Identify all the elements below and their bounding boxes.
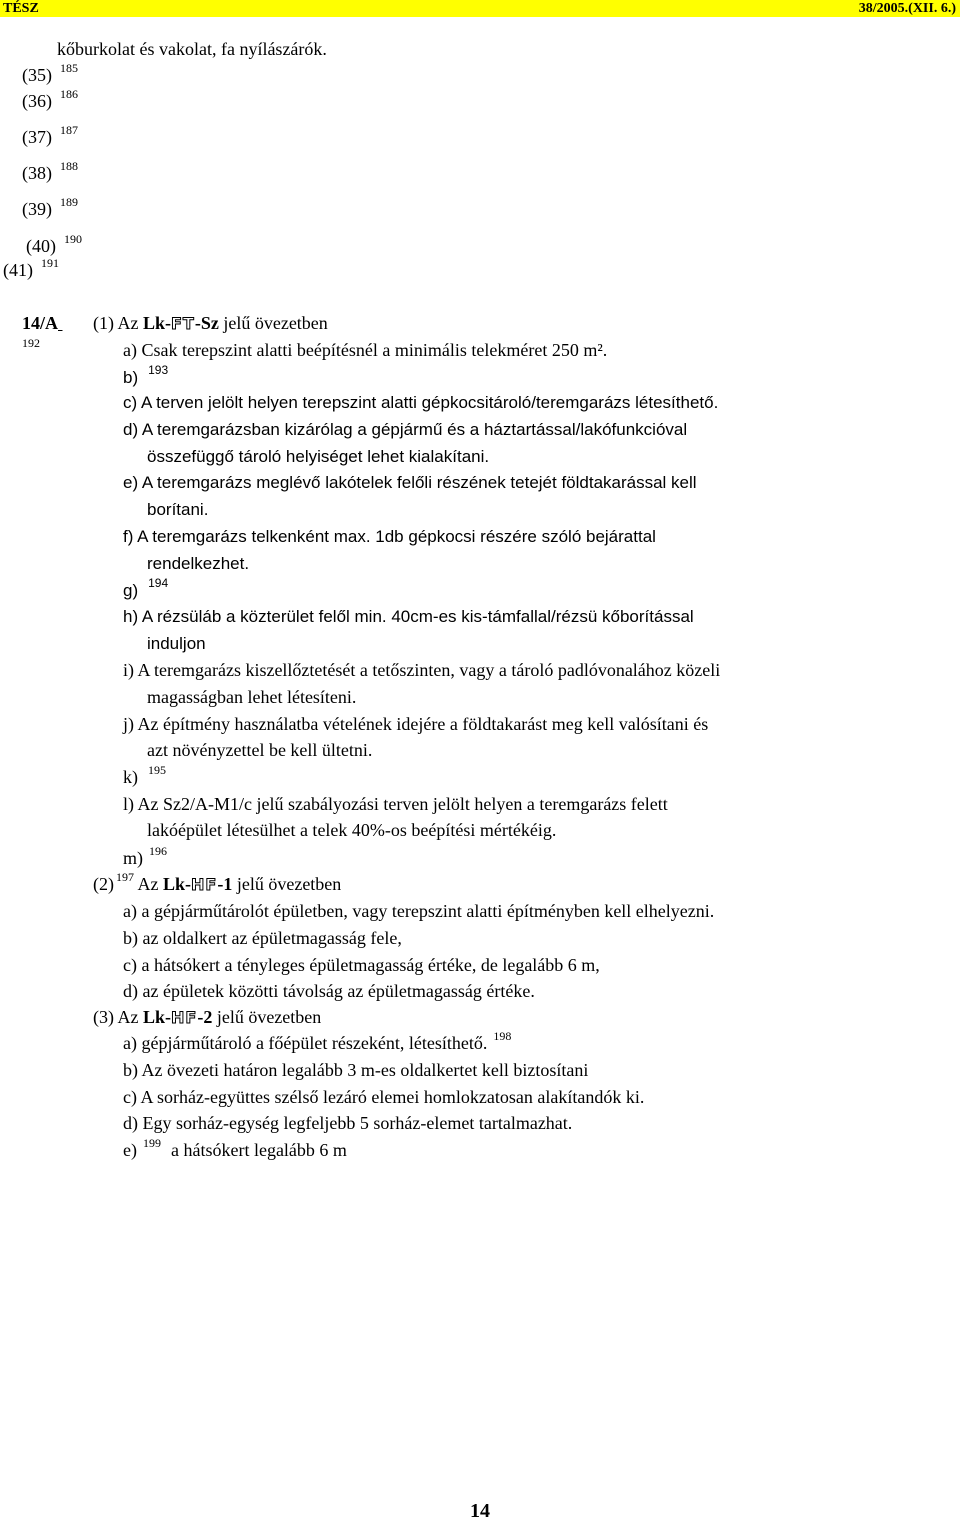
item-e-line-1: e) A teremgarázs meglévő lakótelek felőli részének tetejét földtakarással kell [123,473,697,492]
item-d: d) az épületek közötti távolság az épületmagasság értéke. [123,981,535,1001]
page-number: 14 [470,1500,490,1522]
deleted-paragraph: (41) $^{191}$ [3,256,59,280]
section-footnote: 192 [22,336,40,350]
deleted-paragraph: (39) $^{189}$ [22,195,78,219]
item-m: m) $^{196}$ [123,844,167,868]
item-c: c) A sorház-együttes szélső lezáró elemei homlokzatosan alakítandók ki. [123,1087,645,1107]
item-i-line-2: magasságban lehet létesíteni. [147,687,357,707]
deleted-paragraph: (36) $^{186}$ [22,87,78,111]
item-j-line-1: j) Az építmény használatba vételének idejére a földtakarást meg kell valósítani és [123,714,709,734]
header-title: TÉSZ [3,1,39,16]
item-f-line-2: rendelkezhet. [147,554,250,573]
deleted-paragraph: (40) $^{190}$ [26,232,82,256]
item-d: d) Egy sorház-egység legfeljebb 5 sorház-elemet tartalmazhat. [123,1113,573,1133]
item-a: a) Csak terepszint alatti beépítésnél a minimális telekméret 250 m². [123,340,608,360]
header-bar [0,0,960,17]
deleted-paragraph: (38) $^{188}$ [22,159,78,183]
intro-line: kőburkolat és vakolat, fa nyílászárók. [57,39,327,59]
item-b: b) az oldalkert az épületmagasság fele, [123,928,402,948]
item-c: c) A terven jelölt helyen terepszint alatti gépkocsitároló/teremgarázs létesíthető. [123,393,719,412]
deleted-paragraph: (37) $^{187}$ [22,123,78,147]
item-f-line-1: f) A teremgarázs telkenként max. 1db gépkocsi részére szóló bejárattal [123,527,656,546]
item-h-line-1: h) A rézsüláb a közterület felől min. 40cm-es kis-támfallal/rézsü kőborítással [123,607,694,626]
item-k: k) $^{195}$ [123,763,166,787]
item-a: a) gépjárműtároló a főépület részeként, létesíthető. $^{198}$ [123,1029,512,1053]
item-e: e) $^{199}$ a hátsókert legalább 6 m [123,1136,347,1160]
item-j-line-2: azt növényzettel be kell ültetni. [147,740,373,760]
header-reference: 38/2005.(XII. 6.) [858,1,956,16]
item-h-line-2: induljon [147,634,206,653]
zone-code-outline: HF [171,1008,198,1027]
item-d-line-2: összefüggő tároló helyiséget lehet kialakítani. [147,447,490,466]
item-i-line-1: i) A teremgarázs kiszellőztetését a tetőszinten, vagy a tároló padlóvonalához közeli [123,660,721,680]
item-g: g) $^{194}$ [123,576,169,600]
paragraph-2-heading: (2) $^{197}$ Az Lk-HF-1 jelű övezetben [93,870,342,894]
item-c: c) a hátsókert a tényleges épületmagasság értéke, de legalább 6 m, [123,955,600,975]
item-a: a) a gépjárműtárolót épületben, vagy terepszint alatti építményben kell elhelyezni. [123,901,715,921]
item-b: b) $^{193}$ [123,363,169,387]
deleted-paragraph: (35) $^{185}$ [22,61,78,85]
item-d-line-1: d) A teremgarázsban kizárólag a gépjármű és a háztartással/lakófunkcióval [123,420,688,439]
zone-code-outline: HF [191,875,218,894]
item-l-line-1: l) Az Sz2/A-M1/c jelű szabályozási terven jelölt helyen a teremgarázs felett [123,794,668,814]
item-b: b) Az övezeti határon legalább 3 m-es oldalkertet kell biztosítani [123,1060,589,1080]
paragraph-3-heading: (3) Az Lk-HF-2 jelű övezetben [93,1007,322,1027]
item-e-line-2: borítani. [147,500,209,519]
item-l-line-2: lakóépület létesülhet a telek 40%-os beépítési mértékéig. [147,820,557,840]
paragraph-1-heading: (1) Az Lk-FT-Sz jelű övezetben [93,313,328,333]
zone-code-outline: FT [171,314,195,333]
section-number: 14/A [22,313,58,333]
